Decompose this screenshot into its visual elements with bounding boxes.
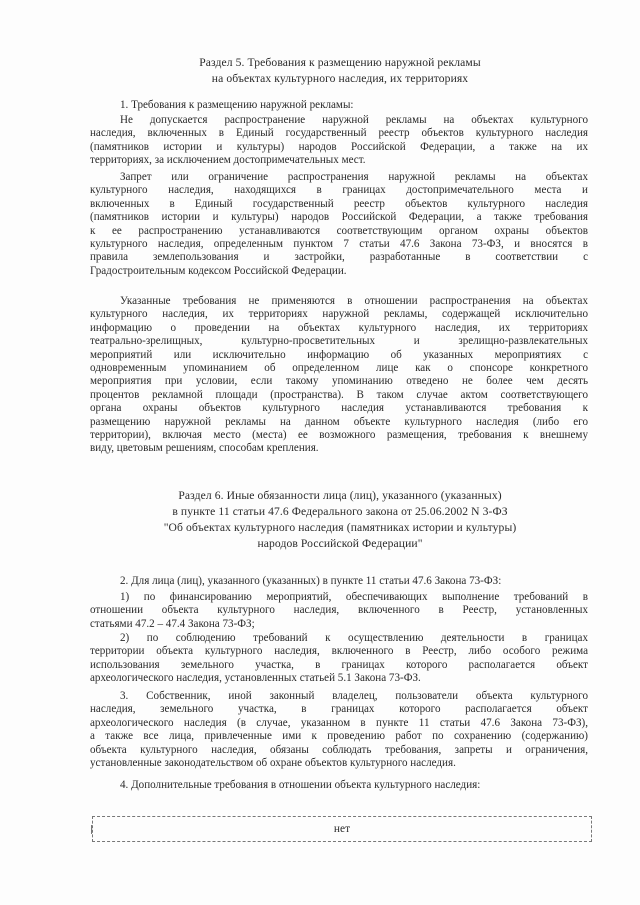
paragraph-additional-requirements [90, 779, 588, 792]
text-line: Градостроительным кодексом Российской Федерации. [90, 264, 347, 277]
section-6-title-line: в пункте 11 статьи 47.6 Федерального закона от 25.06.2002 N 3-ФЗ [172, 505, 508, 518]
section-6-title-line: "Об объектах культурного наследия (памятниках истории и культуры) [163, 521, 517, 534]
additional-requirements-box [92, 816, 592, 842]
text-line: 2. Для лица (лиц), указанного (указанных) в пункте 11 статьи 47.6 Закона 73-ФЗ: [120, 575, 502, 587]
text-line: процентов рекламной площади (пространства). В таком случае актом соответствующего [90, 388, 588, 401]
text-line: Не допускается распространение наружной рекламы на объектах культурного [120, 114, 588, 126]
text-line: 4. Дополнительные требования в отношении объекта культурного наследия: [120, 779, 481, 791]
text-line: мероприятий или исключительно информацию об указанных мероприятиях с [90, 348, 588, 361]
text-line: установленные законодательством об охране объектов культурного наследия. [90, 757, 456, 770]
text-line: археологического наследия, установленных статьей 5.1 Закона 73-ФЗ. [90, 672, 421, 685]
text-line: размещению наружной рекламы на данном объекте культурного наследия (либо его [90, 415, 588, 428]
box-tick-mark [91, 825, 95, 834]
text-line: археологического наследия (в случае, указанном в пункте 11 статьи 47.6 Закона 73-ФЗ), [90, 716, 588, 729]
text-line: информацию о проведении на объектах культурного наследия, их территориях [90, 321, 588, 334]
requirements-heading-text: 1. Требования к размещению наружной рекламы: [120, 99, 354, 111]
text-line: правила землепользования и застройки, разработанные в соответствии с [90, 251, 588, 264]
section-6-title-line: Раздел 6. Иные обязанности лица (лиц), указанного (указанных) [178, 489, 502, 502]
paragraph-exceptions [90, 295, 588, 456]
text-line: виду, цветовым решениям, способам крепления. [90, 442, 319, 455]
text-line: 3. Собственник, иной законный владелец, пользователи объекта культурного [120, 690, 588, 702]
section-6-title [90, 488, 590, 552]
paragraph-obligations-intro [90, 575, 588, 588]
additional-requirements-value: нет [333, 823, 351, 835]
text-line: культурного наследия, находящихся в границах достопримечательного места и [90, 184, 588, 197]
text-line: отношении объекта культурного наследия, включенного в Реестр, установленных [90, 604, 588, 617]
text-line: наследия, земельного участка, в границах которого располагается объект [90, 703, 588, 716]
text-line: культурного наследия, их территориях наружной рекламы, содержащей исключительно [90, 308, 588, 321]
text-line: использования земельного участка, в границах которого располагается объект [90, 658, 588, 671]
text-line: а также все лица, привлеченные ими к проведению работ по сохранению (содержанию) [90, 730, 588, 743]
section-6-title-line: народов Российской Федерации" [257, 537, 423, 550]
paragraph-financing [90, 591, 588, 631]
requirements-heading [120, 99, 580, 112]
text-line: театрально-зрелищных, культурно-просветительных и зрелищно-развлекательных [90, 335, 588, 348]
text-line: мероприятия при условии, если такому упоминанию отведено не более чем десять [90, 375, 588, 388]
text-line: территориях, за исключением достопримечательных мест. [90, 154, 366, 167]
text-line: Запрет или ограничение распространения наружной рекламы на объектах [120, 171, 588, 183]
section-5-title [90, 55, 590, 87]
text-line: 2) по соблюдению требований к осуществлению деятельности в границах [120, 632, 588, 644]
text-line: 1) по финансированию мероприятий, обеспечивающих выполнение требований в [120, 591, 588, 603]
text-line: (памятников истории и культуры) народов Российской Федерации, а также на их [90, 140, 588, 153]
text-line: одновременным упоминанием об определенном лице как о спонсоре конкретного [90, 362, 588, 375]
text-line: культурного наследия, определенным пунктом 7 статьи 47.6 Закона 73-ФЗ, и вносятся в [90, 238, 588, 251]
text-line: наследия, включенных в Единый государственный реестр объектов культурного наследия [90, 127, 588, 140]
paragraph-owner-obligations [90, 690, 588, 770]
paragraph-compliance [90, 632, 588, 686]
text-line: объекта культурного наследия, обязаны соблюдать требования, запреты и ограничения, [90, 743, 588, 756]
text-line: (памятников истории и культуры) народов Российской Федерации, а также требования [90, 211, 588, 224]
section-5-title-line: Раздел 5. Требования к размещению наружной рекламы [199, 56, 481, 69]
paragraph-advertising-ban [90, 114, 588, 168]
text-line: к ее распространению устанавливаются соответствующим органом охраны объектов [90, 224, 588, 237]
paragraph-restriction [90, 171, 588, 278]
text-line: Указанные требования не применяются в отношении распространения на объектах [120, 295, 588, 307]
text-line: статьями 47.2 – 47.4 Закона 73-ФЗ; [90, 617, 255, 630]
section-5-title-line: на объектах культурного наследия, их территориях [211, 72, 469, 85]
text-line: органа охраны объектов культурного наследия устанавливаются требования к [90, 402, 588, 415]
text-line: территории объекта культурного наследия, включенного в Реестр, либо особого режима [90, 645, 588, 658]
text-line: включенных в Единый государственный реестр объектов культурного наследия [90, 197, 588, 210]
text-line: территории), включая место (места) ее возможного размещения, требования к внешнему [90, 429, 588, 442]
